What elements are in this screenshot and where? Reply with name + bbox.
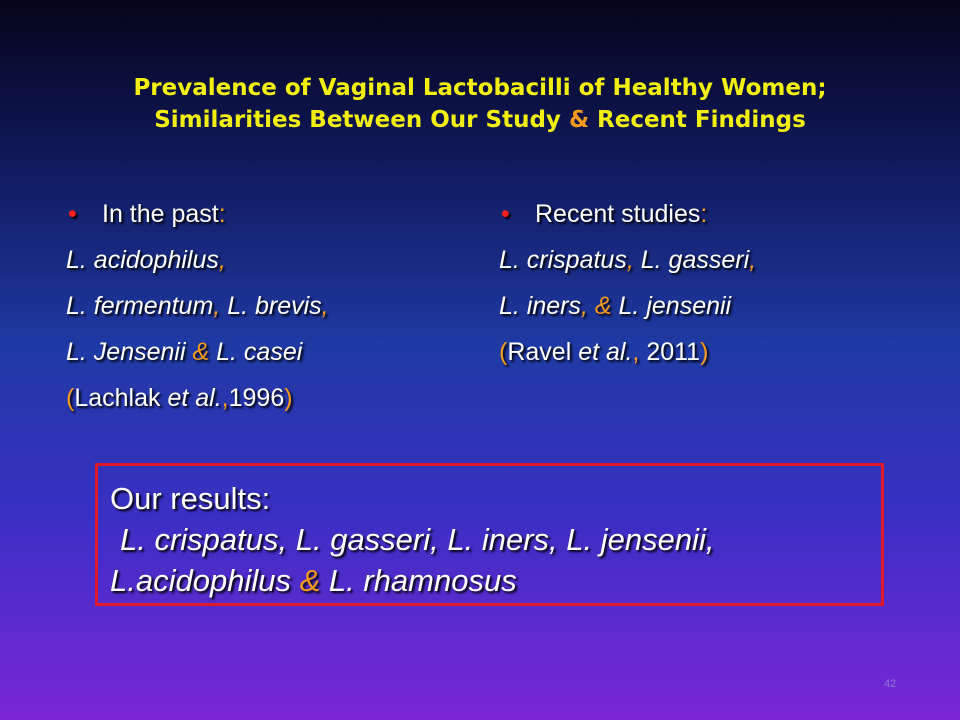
past-item-3a: L. Jensenii xyxy=(66,338,186,366)
recent-heading-colon: : xyxy=(700,200,708,228)
bullet-icon: • xyxy=(501,200,510,228)
past-item-3-ampersand: & xyxy=(192,338,210,366)
past-heading-colon: : xyxy=(218,200,226,228)
past-heading: In the past xyxy=(102,200,219,228)
past-citation: (Lachlak et al.,1996) xyxy=(66,384,293,412)
past-item-3 xyxy=(66,336,329,382)
title-line-2-end: Recent Findings xyxy=(589,107,806,133)
recent-item-2: L. iners, & L. jensenii xyxy=(499,292,732,320)
past-item-2b: L. brevis xyxy=(227,292,322,320)
results-heading: Our results: xyxy=(110,481,271,516)
recent-item-2-ampersand: & xyxy=(594,292,612,320)
slide-title xyxy=(0,72,960,136)
results-line-2b: L. rhamnosus xyxy=(328,563,517,598)
recent-column xyxy=(499,198,756,382)
past-citation-etal: et al. xyxy=(167,384,222,412)
recent-item-2a: L. iners xyxy=(499,292,581,320)
bullet-icon: • xyxy=(68,200,77,228)
past-item-2: L. fermentum, L. brevis, xyxy=(66,292,329,320)
title-line-1: Prevalence of Vaginal Lactobacilli of Healthy Women; xyxy=(133,75,827,101)
recent-item-1: L. crispatus, L. gasseri, xyxy=(499,246,757,274)
title-line-2 xyxy=(0,104,960,136)
results-line-2 xyxy=(110,560,869,601)
recent-item-1b: L. gasseri xyxy=(640,246,750,274)
recent-citation-year: 2011 xyxy=(646,338,701,366)
results-line-2a: L.acidophilus xyxy=(110,563,291,598)
recent-heading-row xyxy=(499,198,756,244)
title-line-2-start: Similarities Between Our Study xyxy=(154,107,569,133)
recent-heading: Recent studies xyxy=(535,200,701,228)
past-heading-row xyxy=(66,198,329,244)
recent-item-1a: L. crispatus xyxy=(499,246,627,274)
results-box xyxy=(95,463,884,606)
past-item-2a: L. fermentum xyxy=(66,292,214,320)
past-item-1: L. acidophilus, xyxy=(66,246,226,274)
past-column xyxy=(66,198,329,428)
results-ampersand: & xyxy=(299,563,321,598)
past-item-1-text: L. acidophilus xyxy=(66,246,219,274)
recent-citation-author: Ravel xyxy=(507,338,572,366)
recent-citation-etal: et al. xyxy=(578,338,633,366)
page-number: 42 xyxy=(884,678,897,690)
past-citation-author: Lachlak xyxy=(74,384,161,412)
results-line-1: L. crispatus, L. gasseri, L. iners, L. jensenii, xyxy=(120,522,715,557)
recent-item-2b: L. jensenii xyxy=(618,292,732,320)
recent-citation: (Ravel et al., 2011) xyxy=(499,338,709,366)
past-citation-year: 1996 xyxy=(228,384,285,412)
title-ampersand: & xyxy=(568,107,589,133)
past-item-3b: L. casei xyxy=(216,338,303,366)
